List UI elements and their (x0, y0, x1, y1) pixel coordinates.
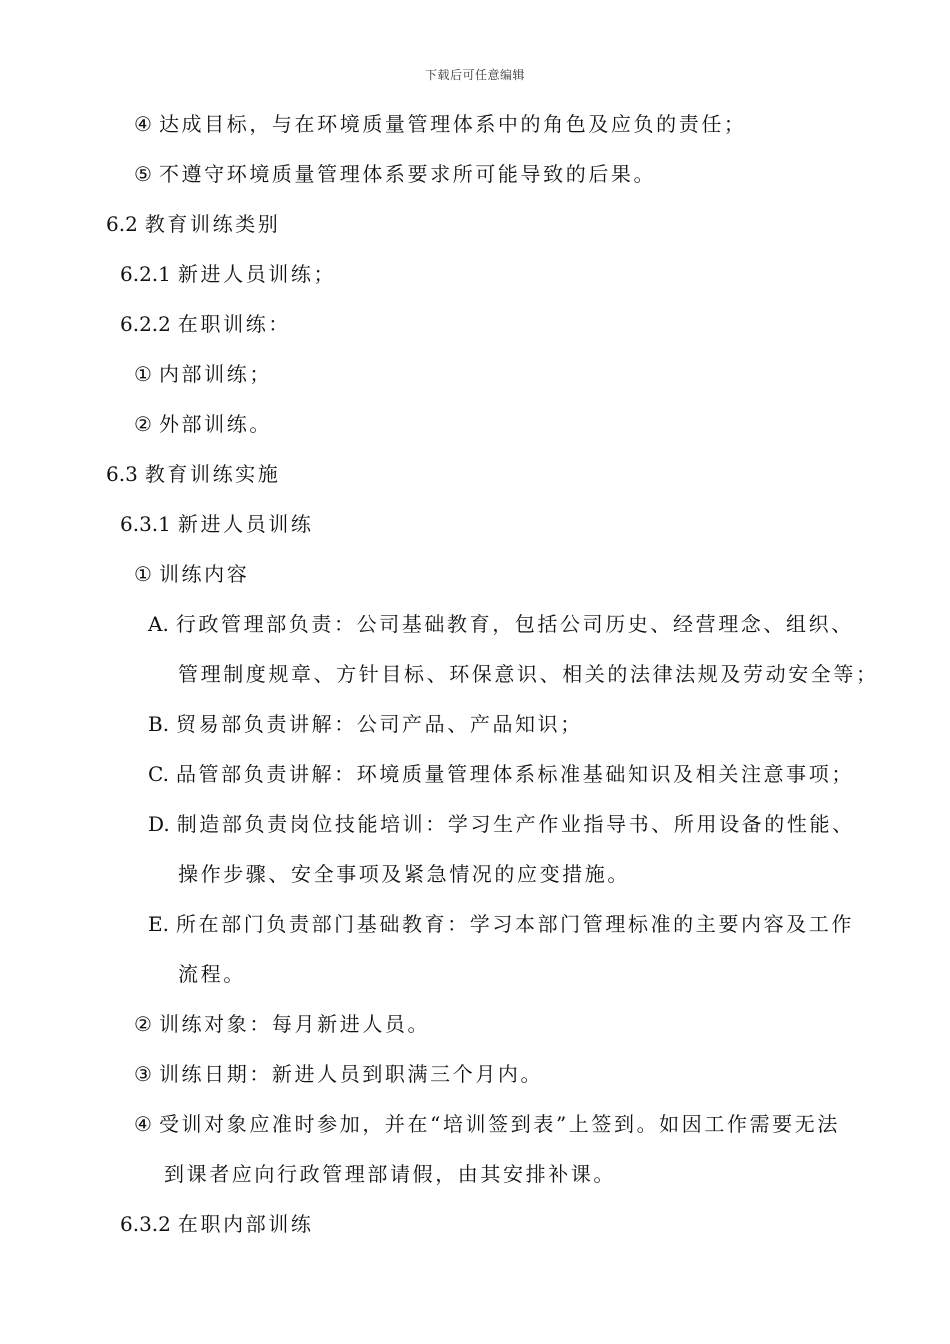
section-number: 6.3.1 (120, 512, 171, 536)
item-text: 受训对象应准时参加，并在“培训签到表”上签到。如因工作需要无法 (158, 1112, 840, 1136)
section-title: 新进人员训练； (177, 262, 337, 286)
section-number: 6.3 (106, 462, 138, 486)
item-text: 操作步骤、安全事项及紧急情况的应变措施。 (178, 862, 630, 886)
item-text: 达成目标，与在环境质量管理体系中的角色及应负的责任； (158, 112, 747, 136)
section-heading-6-3 (106, 460, 280, 488)
item-label: B. (148, 712, 170, 736)
section-title: 在职内部训练 (177, 1212, 314, 1236)
item-text: 训练日期：新进人员到职满三个月内。 (158, 1062, 544, 1086)
item-text: 到课者应向行政管理部请假，由其安排补课。 (164, 1162, 616, 1186)
list-item-5-consequence (134, 160, 656, 188)
item-label: A. (148, 612, 169, 636)
item-label: ⑤ (134, 162, 152, 186)
item-label: ② (134, 412, 152, 436)
list-item-4-continuation (164, 1160, 616, 1188)
item-label: ④ (134, 112, 152, 136)
section-heading-6-2 (106, 210, 280, 238)
item-text: 外部训练。 (158, 412, 272, 436)
item-label: ④ (134, 1112, 152, 1136)
item-text: 行政管理部负责：公司基础教育，包括公司历史、经营理念、组织、 (175, 612, 854, 636)
page-header-note: 下载后可任意编辑 (424, 68, 525, 82)
section-number: 6.2 (106, 212, 138, 236)
item-text: 不遵守环境质量管理体系要求所可能导致的后果。 (158, 162, 657, 186)
section-title: 教育训练实施 (144, 462, 281, 486)
list-item-E-continuation (178, 960, 246, 988)
list-item-A (148, 610, 854, 638)
list-item-3-date (134, 1060, 543, 1088)
section-title: 教育训练类别 (144, 212, 281, 236)
list-item-2-target (134, 1010, 430, 1038)
section-title: 新进人员训练 (177, 512, 314, 536)
section-title: 在职训练： (177, 312, 291, 336)
subsection-6-3-1 (120, 510, 314, 538)
list-item-C (148, 760, 854, 788)
subsection-6-3-2 (120, 1210, 314, 1238)
item-text: 所在部门负责部门基础教育：学习本部门管理标准的主要内容及工作 (175, 912, 854, 936)
item-text: 流程。 (178, 962, 246, 986)
item-text: 训练内容 (158, 562, 250, 586)
list-item-A-continuation (178, 660, 879, 688)
item-text: 品管部负责讲解：环境质量管理体系标准基础知识及相关注意事项； (175, 762, 854, 786)
item-text: 制造部负责岗位技能培训：学习生产作业指导书、所用设备的性能、 (176, 812, 855, 836)
subsection-6-2-1 (120, 260, 336, 288)
list-item-2-external (134, 410, 272, 438)
item-label: ① (134, 562, 152, 586)
item-label: ② (134, 1012, 152, 1036)
list-item-1-internal (134, 360, 272, 388)
item-label: E. (148, 912, 169, 936)
item-label: ① (134, 362, 152, 386)
item-text: 训练对象：每月新进人员。 (158, 1012, 431, 1036)
item-text: 内部训练； (158, 362, 272, 386)
list-item-D (148, 810, 855, 838)
section-number: 6.2.2 (120, 312, 171, 336)
item-label: D. (148, 812, 170, 836)
list-item-B (148, 710, 583, 738)
item-label: C. (148, 762, 169, 786)
section-number: 6.3.2 (120, 1212, 171, 1236)
subsection-6-2-2 (120, 310, 291, 338)
list-item-4-goal (134, 110, 747, 138)
item-text: 管理制度规章、方针目标、环保意识、相关的法律法规及劳动安全等； (178, 662, 879, 686)
list-item-D-continuation (178, 860, 630, 888)
list-item-1-content (134, 560, 249, 588)
section-number: 6.2.1 (120, 262, 171, 286)
list-item-4-attendance (134, 1110, 840, 1138)
item-label: ③ (134, 1062, 152, 1086)
list-item-E (148, 910, 854, 938)
item-text: 贸易部负责讲解：公司产品、产品知识； (176, 712, 583, 736)
